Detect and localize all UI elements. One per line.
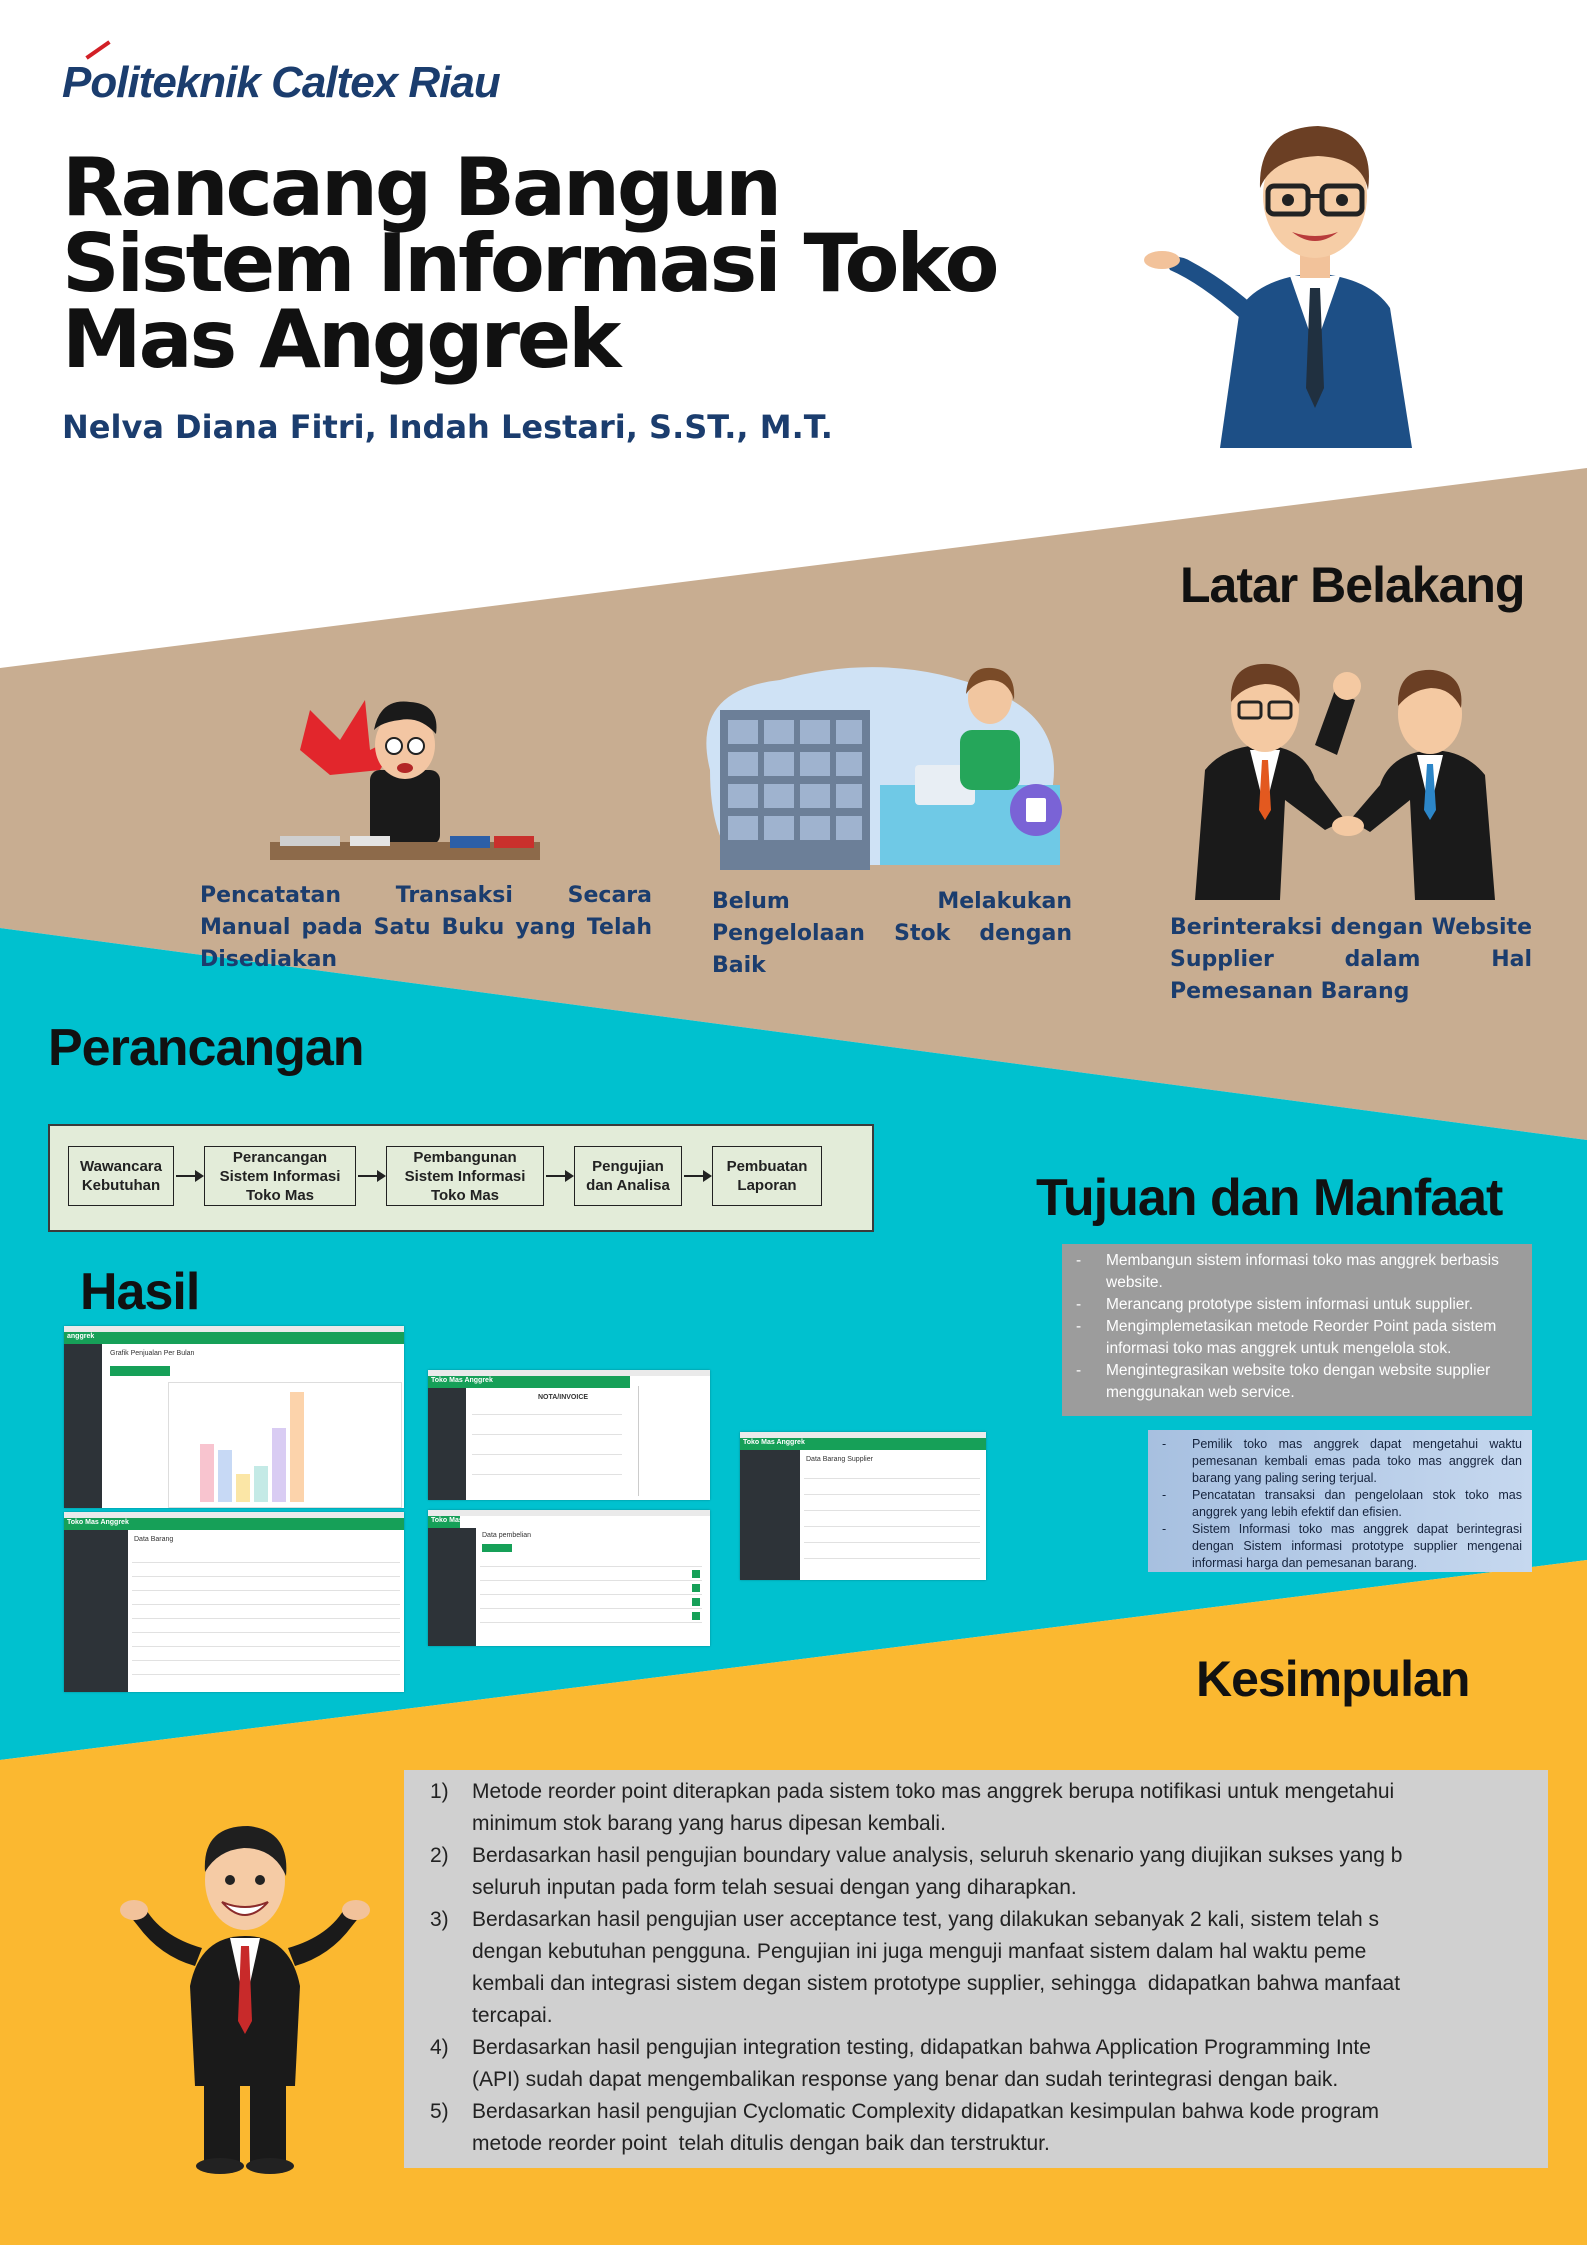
conclusion-item-cont: seluruh inputan pada form telah sesuai dengan yang diharapkan.: [472, 1876, 1077, 1899]
happy-businessman-illustration: [120, 1806, 370, 2176]
latar-caption-2: Belum Melakukan Pengelolaan Stok dengan Baik: [712, 889, 1072, 978]
stressed-person-illustration: [270, 690, 540, 870]
latar-caption-3: Berinteraksi dengan Website Supplier dalam Hal Pemesanan Barang: [1170, 915, 1532, 1004]
screenshot-title: Data pembelian: [482, 1532, 532, 1539]
flow-step-4: Pengujian dan Analisa: [574, 1146, 682, 1206]
flow-arrow-icon: [176, 1175, 202, 1177]
poster-authors: Nelva Diana Fitri, Indah Lestari, S.ST., M.T.: [62, 408, 833, 446]
flow-step-1: Wawancara Kebutuhan: [68, 1146, 174, 1206]
conclusion-item: 5) Berdasarkan hasil pengujian Cyclomatic Complexity didapatkan kesimpulan bahwa kode program: [430, 2100, 1379, 2123]
screenshot-title: Data Barang Supplier: [806, 1456, 873, 1463]
conclusion-item: 1) Metode reorder point diterapkan pada sistem toko mas anggrek berupa notifikasi untuk mengetahui: [430, 1780, 1395, 1803]
screenshot-title: Data Barang: [134, 1536, 174, 1543]
manfaat-item: - Sistem Informasi toko mas anggrek dapat berintegrasi dengan Sistem informasi prototype supplier mengenai informasi harga dan pemesanan barang.: [1158, 1521, 1522, 1572]
conclusion-item-cont: kembali dan integrasi sistem degan sistem prototype supplier, sehingga didapatkan bahwa manfaat: [472, 1972, 1401, 1995]
conclusion-item-cont: metode reorder point telah ditulis dengan baik dan terstruktur.: [472, 2132, 1050, 2155]
screenshot-brand: Toko Mas Anggrek: [743, 1439, 805, 1446]
screenshot-brand: anggrek: [67, 1333, 95, 1340]
conclusion-item: 2) Berdasarkan hasil pengujian boundary value analysis, seluruh skenario yang diujikan sukses yang b: [430, 1844, 1403, 1867]
presenter-man-illustration: [1140, 108, 1480, 448]
institution-logo: Politeknik Caltex Riau: [62, 58, 500, 108]
tujuan-item: - Membangun sistem informasi toko mas anggrek berbasis website.: [1072, 1250, 1522, 1294]
flow-arrow-icon: [684, 1175, 710, 1177]
kesimpulan-heading: Kesimpulan: [1196, 1651, 1470, 1707]
latar-caption-1: Pencatatan Transaksi Secara Manual pada Satu Buku yang Telah Disediakan: [200, 883, 652, 972]
perancangan-heading: Perancangan: [48, 1019, 364, 1077]
hasil-heading: Hasil: [80, 1263, 200, 1321]
conclusion-item-cont: minimum stok barang yang harus dipesan kembali.: [472, 1812, 946, 1835]
screenshot-item-data: [64, 1512, 404, 1692]
screenshot-title: Grafik Penjualan Per Bulan: [110, 1350, 195, 1357]
flow-step-5: Pembuatan Laporan: [712, 1146, 822, 1206]
tujuan-item: - Mengimplemetasikan metode Reorder Point pada sistem informasi toko mas anggrek untuk mengelola stok.: [1072, 1316, 1522, 1360]
screenshot-invoice: [428, 1370, 710, 1500]
screenshot-purchase-data: [428, 1510, 710, 1646]
flow-step-2: Perancangan Sistem Informasi Toko Mas: [204, 1146, 356, 1206]
manfaat-box: [1148, 1430, 1532, 1572]
latar-belakang-heading: Latar Belakang: [1180, 557, 1525, 613]
screenshot-sales-chart: [64, 1326, 404, 1508]
conclusion-item-cont: dengan kebutuhan pengguna. Pengujian ini juga menguji manfaat sistem dalam hal waktu peme: [472, 1940, 1367, 1963]
conclusion-item-cont: tercapai.: [472, 2004, 553, 2027]
screenshot-brand: Toko Mas Anggrek: [431, 1517, 493, 1524]
conclusion-item: 3) Berdasarkan hasil pengujian user acceptance test, yang dilakukan sebanyak 2 kali, sistem telah s: [430, 1908, 1380, 1931]
screenshot-brand: Toko Mas Anggrek: [67, 1519, 129, 1526]
tujuan-box: [1062, 1244, 1532, 1416]
screenshot-title: NOTA/INVOICE: [538, 1394, 589, 1401]
manfaat-item: - Pencatatan transaksi dan pengelolaan stok toko mas anggrek yang lebih efektif dan efisien.: [1158, 1487, 1522, 1521]
flow-arrow-icon: [546, 1175, 572, 1177]
warehouse-clerk-illustration: [690, 650, 1080, 875]
screenshot-supplier-data: [740, 1432, 986, 1580]
tujuan-manfaat-heading: Tujuan dan Manfaat: [1036, 1169, 1503, 1227]
handshake-illustration: [1165, 650, 1520, 900]
conclusion-item-cont: (API) sudah dapat mengembalikan response yang benar dan sudah terintegrasi dengan baik.: [472, 2068, 1339, 2091]
kesimpulan-box: [404, 1770, 1548, 2168]
poster-title: Rancang Bangun Sistem Informasi Toko Mas Anggrek: [62, 141, 997, 386]
flow-arrow-icon: [358, 1175, 384, 1177]
tujuan-item: - Mengintegrasikan website toko dengan website supplier menggunakan web service.: [1072, 1360, 1522, 1404]
conclusion-item: 4) Berdasarkan hasil pengujian integration testing, didapatkan bahwa Application Programming Inte: [430, 2036, 1371, 2059]
flow-step-3: Pembangunan Sistem Informasi Toko Mas: [386, 1146, 544, 1206]
perancangan-flowchart: [48, 1124, 874, 1232]
screenshot-brand: Toko Mas Anggrek: [431, 1377, 493, 1384]
tujuan-item: - Merancang prototype sistem informasi untuk supplier.: [1072, 1294, 1522, 1316]
manfaat-item: - Pemilik toko mas anggrek dapat mengetahui waktu pemesanan kembali emas pada toko mas anggrek dan barang yang paling sering terjual.: [1158, 1436, 1522, 1487]
